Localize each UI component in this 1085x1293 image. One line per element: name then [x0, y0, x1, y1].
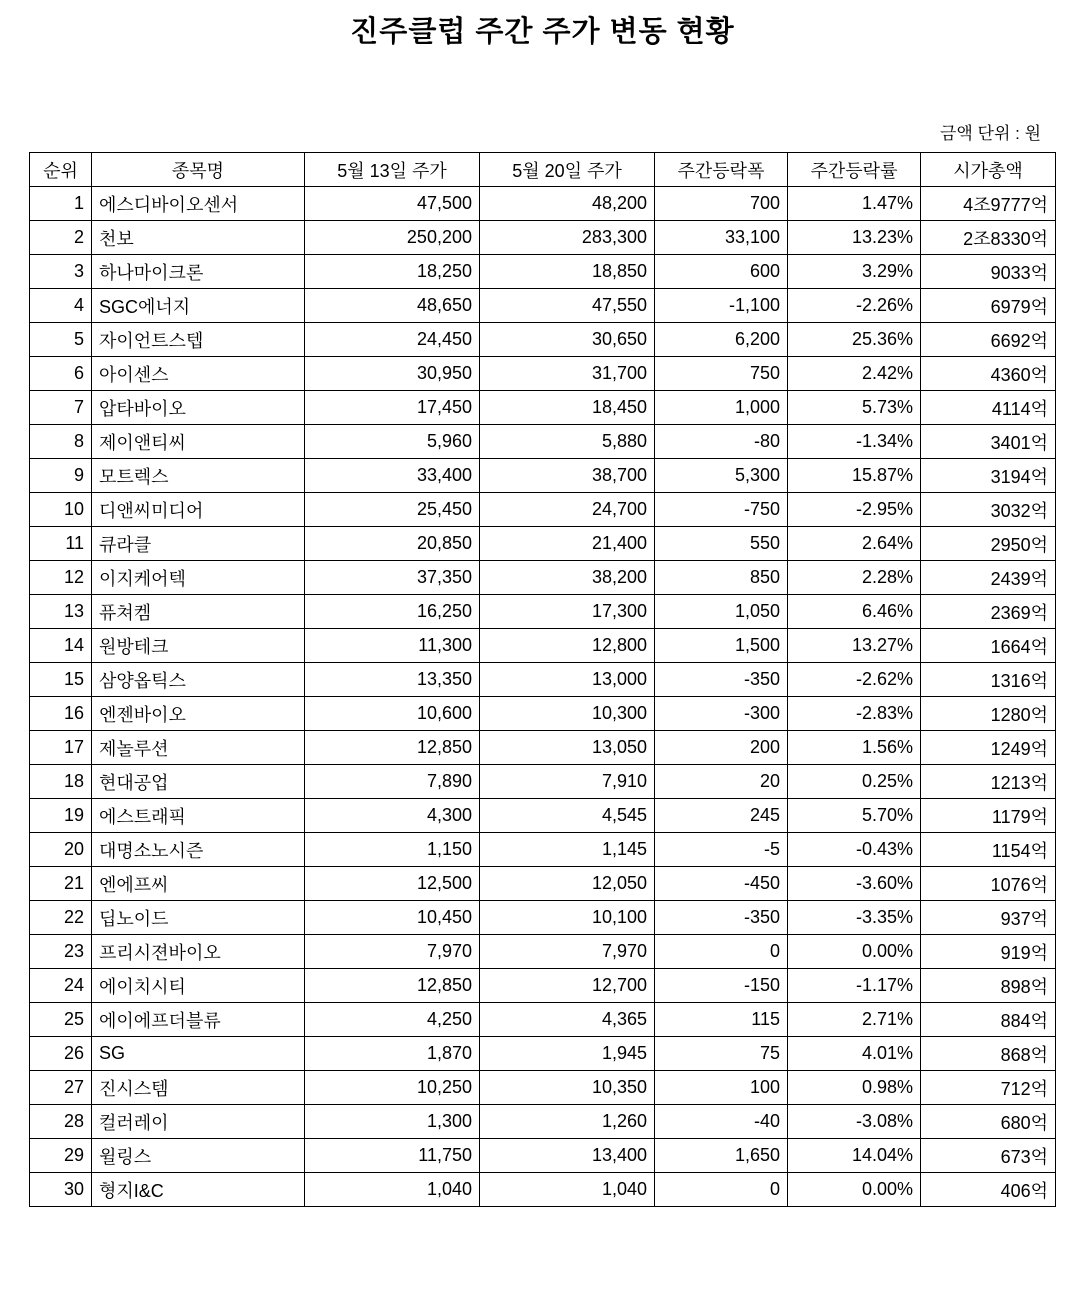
- table-row: [30, 629, 1056, 663]
- cell-rank: 10: [30, 493, 92, 527]
- cell-rank: 15: [30, 663, 92, 697]
- cell-change: -350: [655, 663, 788, 697]
- cell-market-cap: 2조8330억: [921, 221, 1056, 255]
- cell-market-cap: 898억: [921, 969, 1056, 1003]
- cell-change: 1,050: [655, 595, 788, 629]
- cell-price-may20: 12,050: [480, 867, 655, 901]
- cell-change: 200: [655, 731, 788, 765]
- column-header-stock-name: 종목명: [92, 153, 305, 187]
- cell-rank: 5: [30, 323, 92, 357]
- cell-stock-name: 퓨쳐켐: [92, 595, 305, 629]
- cell-change-rate: 2.28%: [788, 561, 921, 595]
- table-header-row: [30, 153, 1056, 187]
- cell-change: 0: [655, 1173, 788, 1207]
- cell-change-rate: -0.43%: [788, 833, 921, 867]
- cell-price-may20: 1,040: [480, 1173, 655, 1207]
- cell-change-rate: 2.42%: [788, 357, 921, 391]
- cell-change: 550: [655, 527, 788, 561]
- table-row: [30, 1003, 1056, 1037]
- cell-market-cap: 1154억: [921, 833, 1056, 867]
- cell-change: -300: [655, 697, 788, 731]
- cell-price-may13: 17,450: [305, 391, 480, 425]
- cell-market-cap: 3194억: [921, 459, 1056, 493]
- cell-market-cap: 4114억: [921, 391, 1056, 425]
- cell-change: 1,500: [655, 629, 788, 663]
- cell-change-rate: 14.04%: [788, 1139, 921, 1173]
- table-row: [30, 697, 1056, 731]
- cell-price-may20: 7,970: [480, 935, 655, 969]
- cell-price-may20: 17,300: [480, 595, 655, 629]
- cell-rank: 7: [30, 391, 92, 425]
- cell-change-rate: -3.08%: [788, 1105, 921, 1139]
- cell-market-cap: 1179억: [921, 799, 1056, 833]
- cell-change-rate: 0.00%: [788, 935, 921, 969]
- cell-rank: 18: [30, 765, 92, 799]
- table-row: [30, 289, 1056, 323]
- cell-stock-name: 제놀루션: [92, 731, 305, 765]
- table-row: [30, 799, 1056, 833]
- table-row: [30, 867, 1056, 901]
- cell-price-may13: 24,450: [305, 323, 480, 357]
- cell-price-may20: 18,450: [480, 391, 655, 425]
- cell-price-may13: 47,500: [305, 187, 480, 221]
- cell-rank: 16: [30, 697, 92, 731]
- table-row: [30, 901, 1056, 935]
- cell-rank: 29: [30, 1139, 92, 1173]
- cell-rank: 14: [30, 629, 92, 663]
- cell-rank: 6: [30, 357, 92, 391]
- table-row: [30, 187, 1056, 221]
- cell-price-may20: 10,350: [480, 1071, 655, 1105]
- cell-market-cap: 6979억: [921, 289, 1056, 323]
- cell-price-may20: 10,300: [480, 697, 655, 731]
- table-row: [30, 459, 1056, 493]
- cell-market-cap: 1213억: [921, 765, 1056, 799]
- cell-change: 33,100: [655, 221, 788, 255]
- cell-rank: 25: [30, 1003, 92, 1037]
- cell-change: 100: [655, 1071, 788, 1105]
- cell-change: -80: [655, 425, 788, 459]
- cell-price-may13: 7,890: [305, 765, 480, 799]
- cell-price-may20: 24,700: [480, 493, 655, 527]
- cell-rank: 27: [30, 1071, 92, 1105]
- cell-rank: 8: [30, 425, 92, 459]
- cell-rank: 17: [30, 731, 92, 765]
- cell-rank: 24: [30, 969, 92, 1003]
- cell-price-may20: 4,365: [480, 1003, 655, 1037]
- cell-price-may20: 13,050: [480, 731, 655, 765]
- cell-stock-name: 아이센스: [92, 357, 305, 391]
- cell-market-cap: 712억: [921, 1071, 1056, 1105]
- cell-rank: 11: [30, 527, 92, 561]
- cell-change-rate: 0.00%: [788, 1173, 921, 1207]
- cell-change-rate: -2.83%: [788, 697, 921, 731]
- cell-market-cap: 1280억: [921, 697, 1056, 731]
- cell-rank: 22: [30, 901, 92, 935]
- cell-market-cap: 2950억: [921, 527, 1056, 561]
- table-row: [30, 357, 1056, 391]
- column-header-change: 주간등락폭: [655, 153, 788, 187]
- column-header-change-rate: 주간등락률: [788, 153, 921, 187]
- table-row: [30, 527, 1056, 561]
- cell-market-cap: 4조9777억: [921, 187, 1056, 221]
- table-row: [30, 731, 1056, 765]
- cell-price-may20: 283,300: [480, 221, 655, 255]
- table-row: [30, 1105, 1056, 1139]
- cell-change: 700: [655, 187, 788, 221]
- table-row: [30, 595, 1056, 629]
- cell-price-may13: 7,970: [305, 935, 480, 969]
- table-row: [30, 663, 1056, 697]
- cell-stock-name: 자이언트스텝: [92, 323, 305, 357]
- cell-stock-name: 압타바이오: [92, 391, 305, 425]
- cell-change-rate: -2.95%: [788, 493, 921, 527]
- cell-rank: 4: [30, 289, 92, 323]
- cell-change: 5,300: [655, 459, 788, 493]
- cell-change-rate: 1.56%: [788, 731, 921, 765]
- cell-change: 850: [655, 561, 788, 595]
- cell-rank: 13: [30, 595, 92, 629]
- cell-market-cap: 1316억: [921, 663, 1056, 697]
- cell-change: -750: [655, 493, 788, 527]
- cell-stock-name: 에스디바이오센서: [92, 187, 305, 221]
- cell-rank: 30: [30, 1173, 92, 1207]
- cell-change-rate: 0.25%: [788, 765, 921, 799]
- cell-rank: 20: [30, 833, 92, 867]
- cell-price-may13: 16,250: [305, 595, 480, 629]
- cell-change: 750: [655, 357, 788, 391]
- cell-price-may13: 25,450: [305, 493, 480, 527]
- cell-price-may20: 38,700: [480, 459, 655, 493]
- cell-change: -150: [655, 969, 788, 1003]
- cell-change: 600: [655, 255, 788, 289]
- cell-change: -40: [655, 1105, 788, 1139]
- cell-change-rate: 4.01%: [788, 1037, 921, 1071]
- cell-change: -450: [655, 867, 788, 901]
- cell-stock-name: SGC에너지: [92, 289, 305, 323]
- cell-stock-name: 컬러레이: [92, 1105, 305, 1139]
- cell-change-rate: 6.46%: [788, 595, 921, 629]
- cell-change: 6,200: [655, 323, 788, 357]
- cell-price-may13: 10,250: [305, 1071, 480, 1105]
- cell-market-cap: 406억: [921, 1173, 1056, 1207]
- cell-stock-name: 진시스템: [92, 1071, 305, 1105]
- cell-price-may20: 1,145: [480, 833, 655, 867]
- table-row: [30, 255, 1056, 289]
- cell-price-may13: 12,850: [305, 731, 480, 765]
- cell-change-rate: 1.47%: [788, 187, 921, 221]
- cell-stock-name: 에스트래픽: [92, 799, 305, 833]
- cell-change-rate: -3.35%: [788, 901, 921, 935]
- cell-change: -1,100: [655, 289, 788, 323]
- cell-stock-name: 프리시젼바이오: [92, 935, 305, 969]
- cell-market-cap: 680억: [921, 1105, 1056, 1139]
- cell-rank: 28: [30, 1105, 92, 1139]
- cell-rank: 12: [30, 561, 92, 595]
- table-row: [30, 935, 1056, 969]
- table-row: [30, 1037, 1056, 1071]
- cell-change: 245: [655, 799, 788, 833]
- cell-price-may20: 12,800: [480, 629, 655, 663]
- table-row: [30, 1071, 1056, 1105]
- cell-price-may13: 20,850: [305, 527, 480, 561]
- cell-price-may20: 10,100: [480, 901, 655, 935]
- cell-stock-name: 대명소노시즌: [92, 833, 305, 867]
- cell-change-rate: 13.27%: [788, 629, 921, 663]
- cell-market-cap: 868억: [921, 1037, 1056, 1071]
- cell-rank: 23: [30, 935, 92, 969]
- cell-rank: 21: [30, 867, 92, 901]
- cell-price-may13: 48,650: [305, 289, 480, 323]
- unit-note: 금액 단위 : 원: [939, 123, 1041, 143]
- cell-change-rate: -1.17%: [788, 969, 921, 1003]
- cell-stock-name: 삼양옵틱스: [92, 663, 305, 697]
- table-row: [30, 323, 1056, 357]
- cell-change-rate: 2.71%: [788, 1003, 921, 1037]
- cell-price-may13: 12,500: [305, 867, 480, 901]
- cell-rank: 2: [30, 221, 92, 255]
- cell-stock-name: 이지케어텍: [92, 561, 305, 595]
- cell-change: 1,000: [655, 391, 788, 425]
- cell-price-may20: 31,700: [480, 357, 655, 391]
- cell-price-may13: 4,300: [305, 799, 480, 833]
- cell-price-may20: 4,545: [480, 799, 655, 833]
- cell-stock-name: 제이앤티씨: [92, 425, 305, 459]
- cell-market-cap: 919억: [921, 935, 1056, 969]
- cell-price-may20: 21,400: [480, 527, 655, 561]
- cell-price-may13: 1,040: [305, 1173, 480, 1207]
- cell-stock-name: 에이에프더블류: [92, 1003, 305, 1037]
- cell-change: -350: [655, 901, 788, 935]
- cell-market-cap: 884억: [921, 1003, 1056, 1037]
- cell-change-rate: 2.64%: [788, 527, 921, 561]
- cell-rank: 9: [30, 459, 92, 493]
- cell-stock-name: 엔에프씨: [92, 867, 305, 901]
- table-row: [30, 969, 1056, 1003]
- cell-price-may13: 33,400: [305, 459, 480, 493]
- cell-market-cap: 9033억: [921, 255, 1056, 289]
- cell-stock-name: SG: [92, 1037, 305, 1071]
- cell-change-rate: 13.23%: [788, 221, 921, 255]
- cell-price-may13: 12,850: [305, 969, 480, 1003]
- cell-price-may13: 1,870: [305, 1037, 480, 1071]
- table-row: [30, 1173, 1056, 1207]
- cell-price-may20: 7,910: [480, 765, 655, 799]
- column-header-rank: 순위: [30, 153, 92, 187]
- column-header-market-cap: 시가총액: [921, 153, 1056, 187]
- cell-price-may13: 37,350: [305, 561, 480, 595]
- cell-price-may13: 11,750: [305, 1139, 480, 1173]
- cell-price-may20: 1,945: [480, 1037, 655, 1071]
- cell-rank: 19: [30, 799, 92, 833]
- cell-price-may20: 5,880: [480, 425, 655, 459]
- table-row: [30, 1139, 1056, 1173]
- cell-market-cap: 3032억: [921, 493, 1056, 527]
- cell-market-cap: 4360억: [921, 357, 1056, 391]
- cell-change-rate: 5.73%: [788, 391, 921, 425]
- cell-market-cap: 1664억: [921, 629, 1056, 663]
- table-row: [30, 765, 1056, 799]
- cell-stock-name: 천보: [92, 221, 305, 255]
- cell-price-may13: 13,350: [305, 663, 480, 697]
- cell-change-rate: 3.29%: [788, 255, 921, 289]
- cell-change: 115: [655, 1003, 788, 1037]
- cell-market-cap: 1249억: [921, 731, 1056, 765]
- cell-stock-name: 디앤씨미디어: [92, 493, 305, 527]
- cell-price-may20: 13,400: [480, 1139, 655, 1173]
- cell-price-may13: 5,960: [305, 425, 480, 459]
- cell-price-may13: 10,600: [305, 697, 480, 731]
- cell-change: 1,650: [655, 1139, 788, 1173]
- cell-stock-name: 모트렉스: [92, 459, 305, 493]
- cell-change-rate: 0.98%: [788, 1071, 921, 1105]
- table-row: [30, 833, 1056, 867]
- cell-price-may13: 11,300: [305, 629, 480, 663]
- column-header-price-may20: 5월 20일 주가: [480, 153, 655, 187]
- cell-change-rate: -3.60%: [788, 867, 921, 901]
- cell-stock-name: 딥노이드: [92, 901, 305, 935]
- cell-price-may20: 12,700: [480, 969, 655, 1003]
- cell-change-rate: 15.87%: [788, 459, 921, 493]
- cell-stock-name: 원방테크: [92, 629, 305, 663]
- cell-price-may13: 1,150: [305, 833, 480, 867]
- cell-price-may13: 250,200: [305, 221, 480, 255]
- cell-stock-name: 형지I&C: [92, 1173, 305, 1207]
- stock-price-table: [29, 152, 1056, 1207]
- cell-change: 0: [655, 935, 788, 969]
- cell-rank: 3: [30, 255, 92, 289]
- cell-stock-name: 하나마이크론: [92, 255, 305, 289]
- cell-price-may20: 1,260: [480, 1105, 655, 1139]
- cell-stock-name: 에이치시티: [92, 969, 305, 1003]
- cell-market-cap: 1076억: [921, 867, 1056, 901]
- cell-change-rate: 25.36%: [788, 323, 921, 357]
- cell-price-may13: 10,450: [305, 901, 480, 935]
- cell-price-may20: 48,200: [480, 187, 655, 221]
- cell-change-rate: -2.26%: [788, 289, 921, 323]
- column-header-price-may13: 5월 13일 주가: [305, 153, 480, 187]
- cell-price-may13: 18,250: [305, 255, 480, 289]
- cell-price-may20: 13,000: [480, 663, 655, 697]
- cell-price-may20: 38,200: [480, 561, 655, 595]
- cell-price-may13: 30,950: [305, 357, 480, 391]
- cell-market-cap: 673억: [921, 1139, 1056, 1173]
- cell-change-rate: 5.70%: [788, 799, 921, 833]
- cell-market-cap: 2369억: [921, 595, 1056, 629]
- cell-price-may13: 4,250: [305, 1003, 480, 1037]
- table-row: [30, 391, 1056, 425]
- cell-change: 75: [655, 1037, 788, 1071]
- table-row: [30, 561, 1056, 595]
- page-title: 진주클럽 주간 주가 변동 현황: [350, 16, 735, 48]
- cell-stock-name: 윌링스: [92, 1139, 305, 1173]
- cell-rank: 1: [30, 187, 92, 221]
- cell-price-may20: 18,850: [480, 255, 655, 289]
- page-container: [0, 14, 1085, 1207]
- cell-market-cap: 3401억: [921, 425, 1056, 459]
- cell-rank: 26: [30, 1037, 92, 1071]
- table-row: [30, 221, 1056, 255]
- cell-market-cap: 937억: [921, 901, 1056, 935]
- cell-market-cap: 2439억: [921, 561, 1056, 595]
- cell-change-rate: -2.62%: [788, 663, 921, 697]
- cell-change-rate: -1.34%: [788, 425, 921, 459]
- table-row: [30, 493, 1056, 527]
- cell-change: 20: [655, 765, 788, 799]
- cell-price-may20: 30,650: [480, 323, 655, 357]
- cell-price-may20: 47,550: [480, 289, 655, 323]
- cell-change: -5: [655, 833, 788, 867]
- cell-stock-name: 큐라클: [92, 527, 305, 561]
- cell-stock-name: 엔젠바이오: [92, 697, 305, 731]
- table-row: [30, 425, 1056, 459]
- cell-price-may13: 1,300: [305, 1105, 480, 1139]
- cell-market-cap: 6692억: [921, 323, 1056, 357]
- cell-stock-name: 현대공업: [92, 765, 305, 799]
